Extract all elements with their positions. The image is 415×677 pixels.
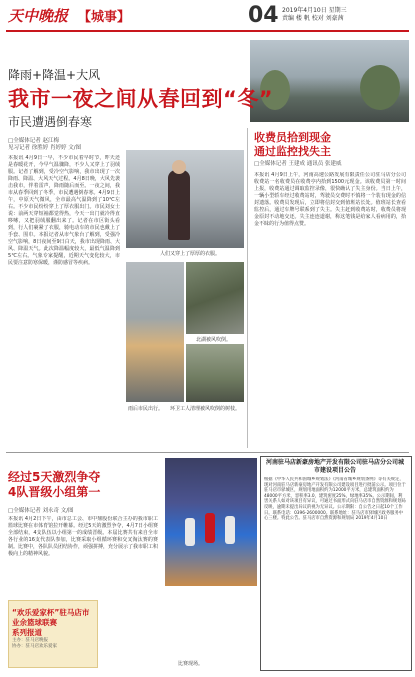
photo-sanitation-worker xyxy=(186,344,244,402)
photo-caption-4: 环卫工人清理被风吹倒的树枝。 xyxy=(170,406,241,412)
editor-line: 责编 楼 帆 校对 刘豪茜 xyxy=(282,15,344,22)
ad-line3: 系列报道 xyxy=(12,628,42,637)
photo-woman-umbrella xyxy=(126,150,244,248)
photo-caption-3: 雨后市民出行。 xyxy=(128,406,164,412)
basketball-body-continued xyxy=(104,592,254,656)
article-body: 本报讯 4月9日一早，不少市民着早时节，昨天还是春暖花开，今早气温骤降，不少人又穿上了羽绒服。记者了解到，受冷空气影响，我市出现了一次降雨、降温、大风天气过程。4月8日晚，大风先袭击我市，伴着雷声，降雨随后而至。一夜之间，我市从春季回到了冬季，市民遭遇倒春寒。4月9日上午，中原天气微风，全市最高气温降到了10℃左右。不少市民纷纷穿上了厚衣服出门。市民刘女士说：前两天穿短袖都觉得热，今天一出门就冷得直哆嗦，又把羽绒服翻出来了。记者在市区街头看到，行人们裹紧了衣服，骑电动车的市民也戴上了手套、围巾。本报记者从市气象台了解到，受强冷空气影响，8日夜间至9日白天，我市出现降雨、大风、降温天气。此次降温幅度较大，最低气温降到5℃左右。气象专家提醒，近期天气变化较大，市民要注意防寒保暖，谨防感冒等疾病。 xyxy=(8,155,120,266)
date-editor-line xyxy=(282,7,347,23)
newspaper-logo: 天中晚报 xyxy=(8,7,69,25)
basketball-headline-line1: 经过5天激烈争夺 xyxy=(8,470,101,484)
ad-sponsor-2: 协办：驻马店欢乐爱家 xyxy=(12,644,57,649)
article-subheadline: 市民遭遇倒春寒 xyxy=(8,115,93,129)
league-ad-title xyxy=(12,608,94,638)
date-line: 2019年4月10日 星期三 xyxy=(282,7,347,14)
league-ad-sponsors xyxy=(12,638,94,650)
basketball-photo xyxy=(165,458,257,586)
photo-street-rain xyxy=(126,262,184,402)
basketball-photo-caption: 比赛现场。 xyxy=(178,661,204,667)
article-byline xyxy=(8,138,81,152)
right-article-body: 本报讯 4月9日上午，河南高速公路发展有限责任公司驻马店分公司收费站一名收费员在收费亭内拾到1500元现金。该收费员第一时间上报，收费站通过调取监控录像，很快确认了失主身份。当日上午，一辆小型轿车经过收费站时，驾驶员交费时不慎将一个装有现金的信封遗落。收费员发现后，立即将信封交到值班站长处。值班站长查看监控后，通过车牌号联系到了失主。失主赶到收费站时，收费员将现金原封不动地交还。失主连连道谢，称这笔钱是给家人看病用的，拾金不昧的行为值得点赞。 xyxy=(254,172,406,227)
byline-intern: 见习记者 徐胜婷 肖婷婷 文/图 xyxy=(8,145,82,151)
notice-title: 河南驻马店新豪房地产开发有限公司驻马店分公司城市建设项目公告 xyxy=(265,459,404,474)
article-headline: 我市一夜之间从春回到“冬” xyxy=(8,87,274,111)
photo-caption-2: 北湖被风吹倒。 xyxy=(196,337,232,343)
basketball-byline: □全媒体记者 刘永奇 文/图 xyxy=(8,508,74,514)
basketball-headline xyxy=(8,470,158,500)
section-label: 【城事】 xyxy=(78,10,131,25)
ad-line2: 业余篮球联赛 xyxy=(12,618,57,627)
notice-body: 根据《中华人民共和国城乡规划法》《河南省城乡规划条例》等有关规定，现对河南驻马店新豪房地产开发有限公司建设项目进行批前公示。项目位于驻马店市驿城区，规划用地面积约为12000平方米，总建筑面积约为48000平方米，容积率3.0，建筑密度25%，绿地率35%。公示期间，利害关系人如对该项目有异议，可通过书面形式向驻马店市自然资源和规划局反映，逾期未提出异议的视为无异议。公示期限：自公告之日起10个工作日。联系电话：0396-2600000。联系地址：驻马店市驿城区政务服务中心三楼。特此公告。驻马店市自然资源和规划局 2019年4月10日 xyxy=(264,477,406,522)
ad-line1: “欢乐爱家杯”驻马店市 xyxy=(12,608,90,617)
article-kicker: 降雨+降温+大风 xyxy=(8,68,101,82)
page-number: 04 xyxy=(248,3,279,28)
basketball-body: 本报讯 4月2日下午，由市总工会、市中鼎股份联合主办的我市职工篮球比赛在市体育馆拉开帷幕。经过5天的激烈争夺，4月7日小组赛全部结束，4支队伍以小组第一的成绩晋级。本届比赛共有来自全市各行业的16支代表队参加，比赛采取小组循环赛和交叉淘汰赛的赛制。比赛中，各队队员团结协作，顽强拼搏，充分展示了我市职工积极向上的精神风貌。 xyxy=(8,516,158,557)
byline-reporter: □全媒体记者 赵江梅 xyxy=(8,138,59,144)
right-article-headline xyxy=(254,131,404,159)
header-divider xyxy=(6,30,409,32)
right-article-byline: □全媒体记者 王建成 通讯员 张建威 xyxy=(254,161,342,167)
photo-caption-1: 人们又穿上了厚厚的衣服。 xyxy=(160,251,221,257)
basketball-headline-line2: 4队晋级小组第一 xyxy=(8,485,101,499)
right-headline-line1: 收费员拾到现金 xyxy=(254,131,331,144)
section-divider xyxy=(6,452,409,453)
street-photo xyxy=(250,40,409,122)
right-headline-line2: 通过监控找失主 xyxy=(254,145,331,158)
column-divider xyxy=(247,128,248,448)
photo-fallen-tree xyxy=(186,262,244,334)
ad-sponsor-1: 主办：驻马店晚报 xyxy=(12,638,48,643)
